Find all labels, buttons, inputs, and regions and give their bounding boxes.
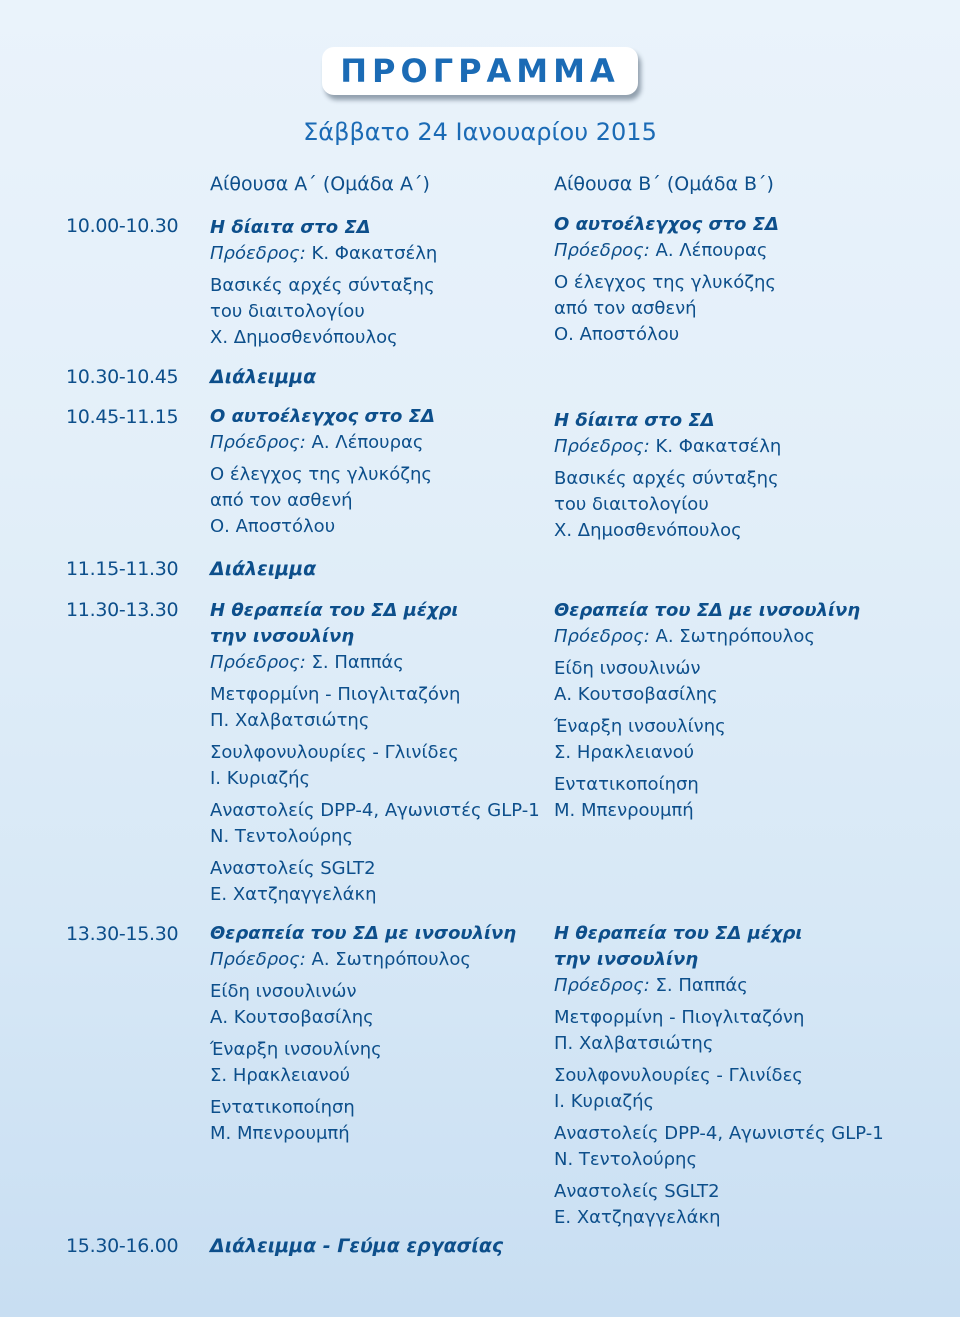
program-date: Σάββατο 24 Ιανουαρίου 2015 (303, 118, 657, 146)
talk-topic: Σουλφονυλουρίες - Γλινίδες (210, 742, 459, 763)
speaker-name: Ν. Τεντολούρης (210, 826, 354, 847)
speaker-name: Ι. Κυριαζής (554, 1091, 655, 1112)
talk-topic: Μετφορμίνη - Πιογλιταζόνη (210, 684, 461, 705)
session-selfcheck-hall-a (210, 404, 550, 540)
session-title: Η θεραπεία του ΣΔ μέχρι (554, 923, 803, 944)
speaker-name: Χ. Δημοσθενόπουλος (210, 327, 398, 348)
break-label: Διάλειμμα (210, 558, 317, 580)
session-diet-hall-b (554, 408, 894, 544)
time-slot: 10.45-11.15 (66, 406, 179, 428)
talk-topic: Μετφορμίνη - Πιογλιταζόνη (554, 1007, 805, 1028)
session-diet-hall-a (210, 215, 550, 351)
speaker-name: Α. Κουτσοβασίλης (554, 684, 718, 705)
chair-name: Α. Λέπουρας (311, 432, 424, 453)
speaker-name: Ι. Κυριαζής (210, 768, 311, 789)
talk-topic: Ο έλεγχος της γλυκόζης (554, 272, 776, 293)
chair-label: Πρόεδρος: (210, 949, 306, 970)
chair-name: Σ. Παππάς (311, 652, 404, 673)
speaker-name: Σ. Ηρακλειανού (554, 742, 695, 763)
talk-topic: Αναστολείς SGLT2 (210, 858, 376, 879)
session-title: Η δίαιτα στο ΣΔ (554, 410, 715, 431)
session-title: την ινσουλίνη (210, 626, 355, 647)
speaker-name: Π. Χαλβατσιώτης (554, 1033, 714, 1054)
hall-a-heading: Αίθουσα Α΄ (Ομάδα Α΄) (210, 173, 430, 195)
talk-topic: Εντατικοποίηση (210, 1097, 355, 1118)
session-selfcheck-hall-b (554, 212, 894, 348)
chair-label: Πρόεδρος: (554, 626, 650, 647)
session-therapy-hall-a (210, 598, 550, 908)
talk-topic: Ο έλεγχος της γλυκόζης (210, 464, 432, 485)
break-label: Διάλειμμα (210, 366, 317, 388)
chair-name: Κ. Φακατσέλη (655, 436, 782, 457)
speaker-name: Ν. Τεντολούρης (554, 1149, 698, 1170)
time-slot: 10.30-10.45 (66, 366, 179, 388)
chair-name: Κ. Φακατσέλη (311, 243, 438, 264)
talk-topic: Σουλφονυλουρίες - Γλινίδες (554, 1065, 803, 1086)
time-slot: 11.15-11.30 (66, 558, 179, 580)
chair-name: Α. Σωτηρόπουλος (655, 626, 815, 647)
talk-topic: Έναρξη ινσουλίνης (554, 716, 726, 737)
talk-topic: του διαιτολογίου (210, 301, 365, 322)
session-title: Η θεραπεία του ΣΔ μέχρι (210, 600, 459, 621)
speaker-name: Μ. Μπενρουμπή (210, 1123, 350, 1144)
session-insulin-hall-b (554, 598, 894, 824)
session-title: Ο αυτοέλεγχος στο ΣΔ (554, 214, 779, 235)
speaker-name: Ο. Αποστόλου (554, 324, 680, 345)
speaker-name: Μ. Μπενρουμπή (554, 800, 694, 821)
talk-topic: του διαιτολογίου (554, 494, 709, 515)
chair-name: Α. Σωτηρόπουλος (311, 949, 471, 970)
session-title: Θεραπεία του ΣΔ με ινσουλίνη (554, 600, 861, 621)
chair-label: Πρόεδρος: (554, 240, 650, 261)
talk-topic: από τον ασθενή (554, 298, 697, 319)
speaker-name: Α. Κουτσοβασίλης (210, 1007, 374, 1028)
speaker-name: Σ. Ηρακλειανού (210, 1065, 351, 1086)
lunch-break-label: Διάλειμμα - Γεύμα εργασίας (210, 1235, 504, 1257)
chair-label: Πρόεδρος: (554, 436, 650, 457)
talk-topic: Έναρξη ινσουλίνης (210, 1039, 382, 1060)
talk-topic: Αναστολείς DPP-4, Αγωνιστές GLP-1 (554, 1123, 884, 1144)
hall-b-heading: Αίθουσα Β΄ (Ομάδα Β΄) (554, 173, 774, 195)
session-title: την ινσουλίνη (554, 949, 699, 970)
time-slot: 15.30-16.00 (66, 1235, 179, 1257)
chair-label: Πρόεδρος: (554, 975, 650, 996)
program-title-badge: ΠΡΟΓΡΑΜΜΑ (322, 47, 638, 95)
talk-topic: από τον ασθενή (210, 490, 353, 511)
talk-topic: Αναστολείς DPP-4, Αγωνιστές GLP-1 (210, 800, 540, 821)
session-title: Η δίαιτα στο ΣΔ (210, 217, 371, 238)
talk-topic: Είδη ινσουλινών (210, 981, 357, 1002)
speaker-name: Ε. Χατζηαγγελάκη (210, 884, 377, 905)
talk-topic: Εντατικοποίηση (554, 774, 699, 795)
speaker-name: Ε. Χατζηαγγελάκη (554, 1207, 721, 1228)
chair-label: Πρόεδρος: (210, 432, 306, 453)
session-therapy-hall-b (554, 921, 894, 1231)
chair-name: Σ. Παππάς (655, 975, 748, 996)
time-slot: 13.30-15.30 (66, 923, 179, 945)
speaker-name: Χ. Δημοσθενόπουλος (554, 520, 742, 541)
time-slot: 10.00-10.30 (66, 215, 179, 237)
session-title: Θεραπεία του ΣΔ με ινσουλίνη (210, 923, 517, 944)
talk-topic: Αναστολείς SGLT2 (554, 1181, 720, 1202)
speaker-name: Ο. Αποστόλου (210, 516, 336, 537)
talk-topic: Βασικές αρχές σύνταξης (210, 275, 435, 296)
chair-label: Πρόεδρος: (210, 243, 306, 264)
session-insulin-hall-a (210, 921, 550, 1147)
talk-topic: Είδη ινσουλινών (554, 658, 701, 679)
session-title: Ο αυτοέλεγχος στο ΣΔ (210, 406, 435, 427)
time-slot: 11.30-13.30 (66, 599, 179, 621)
talk-topic: Βασικές αρχές σύνταξης (554, 468, 779, 489)
chair-label: Πρόεδρος: (210, 652, 306, 673)
speaker-name: Π. Χαλβατσιώτης (210, 710, 370, 731)
chair-name: Α. Λέπουρας (655, 240, 768, 261)
